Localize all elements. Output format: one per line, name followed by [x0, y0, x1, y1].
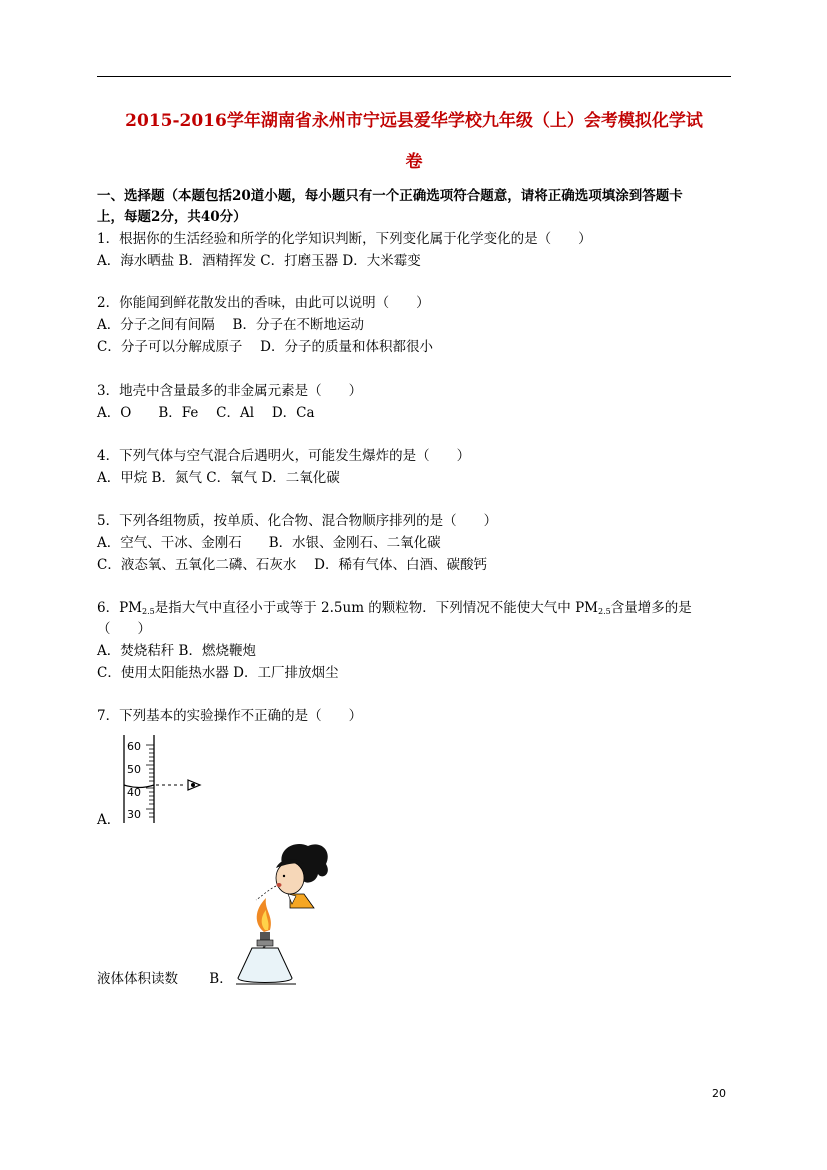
- cylinder-tick-label: 60: [127, 740, 141, 753]
- page-number: 20: [712, 1087, 726, 1100]
- q4-stem: 4．下列气体与空气混合后遇明火，可能发生爆炸的是（ ）: [97, 448, 471, 464]
- q7-option-a-caption: 液体体积读数 B．: [97, 971, 233, 987]
- q3-options: A．O B．Fe C．Al D．Ca: [97, 405, 315, 421]
- document-title-line-1: 2015-2016学年湖南省永州市宁远县爱华学校九年级（上）会考模拟化学试: [125, 111, 703, 131]
- q6-stem: 6．$PM_{2.5}$是指大气中直径小于或等于 2.5um 的颗粒物．下列情况不能使大气中 $PM_{2.5}$含量增多的是: [97, 600, 692, 616]
- pm-subscript: 2.5: [142, 607, 155, 616]
- q6-options-cd: C．使用太阳能热水器 D．工厂排放烟尘: [97, 665, 339, 681]
- document-title-line-2: 卷: [405, 152, 423, 172]
- q4-options: A．甲烷 B．氮气 C．氧气 D．二氧化碳: [97, 470, 340, 486]
- q7-stem: 7．下列基本的实验操作不正确的是（ ）: [97, 708, 363, 724]
- q2-options-cd: C．分子可以分解成原子 D．分子的质量和体积都很小: [97, 339, 433, 355]
- q6-stem-line-2: （ ）: [97, 621, 151, 637]
- section-heading-line-2: 上，每题2分，共40分）: [97, 209, 247, 225]
- q5-options-ab: A．空气、干冰、金刚石 B．水银、金刚石、二氧化碳: [97, 535, 441, 551]
- q3-stem: 3．地壳中含量最多的非金属元素是（ ）: [97, 383, 363, 399]
- q6-options-ab: A．焚烧秸秆 B．燃烧鞭炮: [97, 643, 256, 659]
- q1-options: A．海水晒盐 B．酒精挥发 C．打磨玉器 D．大米霉变: [97, 253, 421, 269]
- q2-stem: 2．你能闻到鲜花散发出的香味，由此可以说明（ ）: [97, 295, 430, 311]
- q1-stem: 1．根据你的生活经验和所学的化学知识判断，下列变化属于化学变化的是（ ）: [97, 231, 592, 247]
- q2-options-ab: A．分子之间有间隔 B．分子在不断地运动: [97, 317, 364, 333]
- graduated-cylinder-figure: [118, 733, 218, 825]
- cylinder-tick-label: 50: [127, 763, 141, 776]
- q5-stem: 5．下列各组物质，按单质、化合物、混合物顺序排列的是（ ）: [97, 513, 498, 529]
- pm-subscript: 2.5: [597, 607, 611, 616]
- q7-option-a-label: A．: [97, 812, 121, 828]
- cylinder-tick-label: 40: [127, 786, 141, 799]
- q5-options-cd: C．液态氧、五氧化二磷、石灰水 D．稀有气体、白酒、碳酸钙: [97, 557, 487, 573]
- section-heading-line-1: 一、选择题（本题包括20道小题，每小题只有一个正确选项符合题意，请将正确选项填涂到答题卡: [97, 188, 683, 204]
- cylinder-tick-label: 30: [127, 808, 141, 821]
- header-rule: [97, 76, 731, 77]
- alcohol-lamp-figure: [230, 838, 340, 988]
